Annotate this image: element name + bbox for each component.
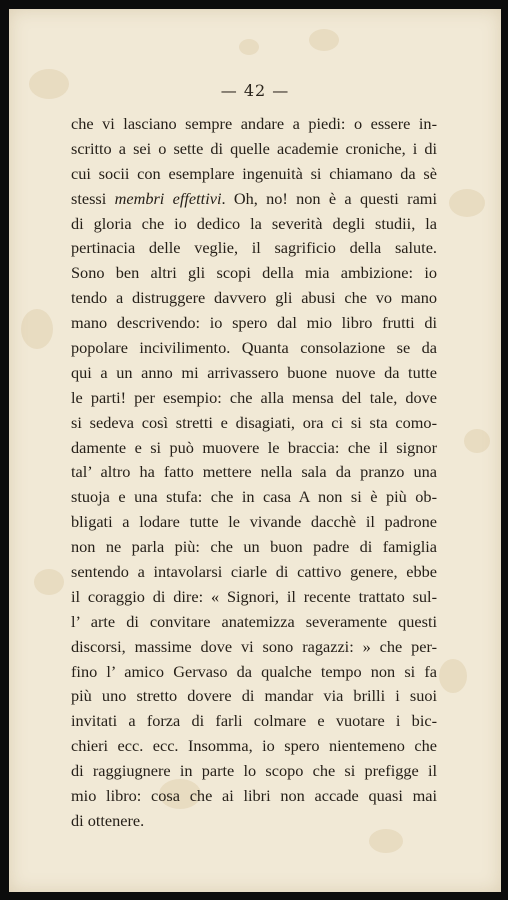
italic-text: membri effettivi [114, 188, 222, 208]
text-line: stessi membri effettivi. Oh, no! non è a questi rami [71, 188, 437, 208]
text-line: fino l’ amico Gervaso da qualche tempo non si fa [71, 661, 437, 681]
text-line: le parti! per esempio: che alla mensa del tale, dove [71, 387, 437, 407]
text-line: tendo a distruggere davvero gli abusi che vo mano [71, 288, 437, 308]
text-line: stuoja e una stufa: che in casa A non si è più ob- [71, 487, 437, 507]
text-line: chieri ecc. ecc. Insomma, io spero nientemeno che [71, 736, 437, 756]
text-line: qui a un anno mi arrivassero buone nuove da tutte [71, 362, 437, 382]
text-line: invitati a forza di farli colmare e vuotare i bic- [71, 711, 437, 731]
text-line: cui socii con esemplare ingenuità si chiamano da sè [71, 163, 437, 183]
text-line: il coraggio di dire: « Signori, il recente trattato sul- [71, 586, 437, 606]
body-text [71, 112, 437, 834]
text-line: si sedeva così stretti e disagiati, ora ci si sta como- [71, 412, 437, 432]
text-line: damente e si può muovere le braccia: che il signor [71, 437, 437, 457]
text-line: mano descrivendo: io spero dal mio libro frutti di [71, 313, 437, 333]
text-line: più uno stretto dovere di mandar via brilli i suoi [71, 686, 437, 706]
text-line: di raggiugnere in parte lo scopo che si prefigge il [71, 761, 437, 781]
text-line: bligati a lodare tutte le vivande dacchè il padrone [71, 512, 437, 532]
text-line: di gloria che io dedico la severità degli studii, la [71, 213, 437, 233]
book-page [9, 9, 501, 892]
text-line: mio libro: cosa che ai libri non accade quasi mai [71, 786, 437, 806]
text-line: di ottenere. [71, 810, 145, 830]
text-line: discorsi, massime dove vi sono ragazzi: » che per- [71, 636, 437, 656]
text-line: non ne parla più: che un buon padre di famiglia [71, 537, 437, 557]
text-line: che vi lasciano sempre andare a piedi: o essere in- [71, 114, 437, 133]
page-number: — 42 — [220, 81, 290, 100]
text-line: pertinacia delle veglie, il sagrificio della salute. [71, 238, 437, 258]
text-line: sentendo a intavolarsi ciarle di cattivo genere, ebbe [71, 562, 437, 582]
text-line: scritto a sei o sette di quelle academie croniche, i di [71, 138, 437, 158]
text-line: tal’ altro ha fatto mettere nella sala da pranzo una [71, 462, 437, 482]
text-line: Sono ben altri gli scopi della mia ambizione: io [71, 263, 437, 283]
text-line: l’ arte di convitare anatemizza severamente questi [71, 611, 437, 631]
text-line: popolare incivilimento. Quanta consolazione se da [71, 338, 437, 358]
